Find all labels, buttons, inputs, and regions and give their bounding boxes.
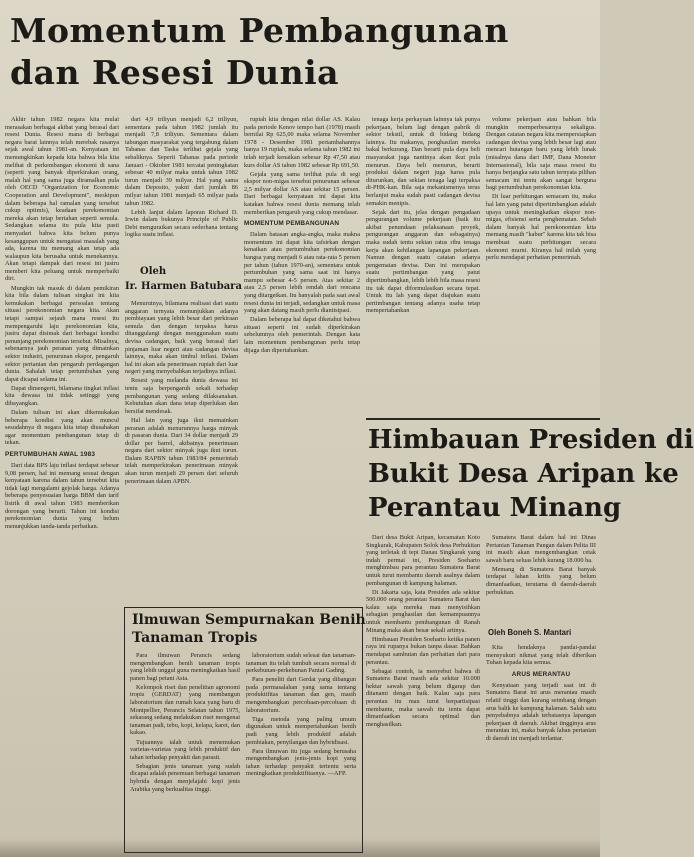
- presiden-author-name: Boneh S. Mantari: [507, 628, 572, 637]
- section-divider: [366, 418, 600, 420]
- presiden-headline-line-2: Bukit Desa Aripan ke: [368, 459, 679, 489]
- headline: [10, 10, 570, 94]
- subheading: PERTUMBUHAN AWAL 1983: [5, 451, 96, 459]
- paragraph: laboratorium sudah selesai dan tanaman-tanaman itu telah tumbuh secara normal di perkebunan-perkebunan Pantai Gading.: [246, 652, 356, 675]
- paragraph: dari 4,9 triliyun menjadi 6,2 triliyun, sementara pada tahun 1982 jumlah itu menjadi 7,8 triliyun. Sementara dalam tabungan masyarakat yang tergabung dalam Tabanas dan Taska terlihat gejala yang sebaliknya. Seperti Tabanas pada periode Januari - Oktober 1981 tercatat peningkatan sebesar 40 milyar maka untuk tahun 1982 turun menjadi 39 milyar. Hal yang sama dalam Deposito, yakni dari jumlah 86 milyar tahun 1981 menjadi 65 milyar pada tahun 1982.: [125, 116, 238, 207]
- main-column-2-bottom: [125, 300, 238, 602]
- paragraph: Dari data BPS laju inflasi terdapat sebesar 9,08 persen, hal ini memang sesuai dengan kenyataan karena dalam tahun tersebut kita tidak lagi mengalami gejolak harga. Adanya beberapa penyesuaian harga BBM dan tarif listrik di awal tahun 1983 memberikan dorongan yang berarti. Tahun ini kondisi perekonomian dunia yang belum menunjukkan tanda-tanda perbaikan.: [5, 462, 119, 530]
- paragraph: Para ilmuwan itu juga sedang berusaha mengembangkan jenis-jenis kopi yang tahan terhadap penyakit tertentu serta meningkatkan produktifitasnya. —AFP.: [246, 747, 356, 778]
- paragraph: Dari desa Bukit Aripan, kecamatan Koto Singkarak, Kabupaten Solok desa Perbukitan yang terletak di tepi Danau Singkarak yang indah permai ini, Presiden Soeharto menghimbau para perantau Sumatera Barat untuk turut membantu daerah asalnya dalam pembangunan di kampung halaman.: [366, 534, 480, 587]
- paragraph: Dalam tulisan ini akan dikemukakan beberapa kondisi yang akan muncul sesudahnya di negara kita tetap diusahakan agar momentum pembangunan tetap di tekan.: [5, 409, 119, 447]
- paragraph: Dalam beberapa hal dapat diketahui bahwa situasi seperti ini sudah diperkirakan sebelumnya oleh pemerintah. Dengan kata lain momentum pembangunan perlu tetap dijaga dan dipertahankan.: [244, 316, 360, 354]
- paragraph: Memang di Sumatera Barat banyak terdapat lahan kritis yang belum dimanfaatkan, terutama di daerah-daerah perbukitan.: [486, 565, 596, 596]
- paragraph: Para ilmuwan Perancis sedang mengembangkan benih tanaman tropis yang lebih unggul guna meningkatkan hasil panen bagi petani Asia.: [130, 652, 240, 682]
- author-oleh: Oleh: [140, 266, 167, 277]
- paragraph: Sejak dari itu, jelas dengan pengadaan pengurangan volume pekerjaan (baik itu akibat penundaan pelaksanaan proyek, pengurangan anggaran dan sebagainya) maka sudah tentu sekian ratus ribu tenaga kerja akan kehilangan lapangan pekerjaan. Namun dengan suatu catatan adanya pengematan devisa. Dan ini merupakan suatu pertimbangan yang patut dipertimbangkan, lebih lebih bila masa resesi itu tak dapat diformulasikan secara tepat. Untuk itu lah yang dapat diajukan suatu pertimbangan tentang adanya usaha tetap mempertahankan: [366, 208, 481, 315]
- subheading: ARUS MERANTAU: [511, 670, 571, 678]
- paragraph: Kelompok riset dan penelitian agronomi tropis (GERDAT) yang membangun laboratorium dan rumah kaca yang baru di Montpellier, Perancis Selatan tahun 1975, sekarang sedang melakukan riset mengenai tanaman padi, tebu, kopi, kelapa, karet, dan kakao.: [130, 683, 240, 737]
- presiden-author: [488, 628, 571, 637]
- paragraph: Tujuannya ialah untuk menemukan varietas-varietas yang lebih produktif dan tahan terhadap penyakit dan parasit.: [130, 738, 240, 761]
- tropis-headline-line-2: Tanaman Tropis: [132, 630, 258, 646]
- presiden-column-2-bottom: [486, 644, 596, 846]
- paragraph: Himbauan Presiden Soeharto ketika panen raya ini rupanya bukan tanpa dasar. Bahkan mendapat sambutan dan perhatian dari para perantau.: [366, 635, 480, 666]
- paragraph: Di Jakarta saja, kata Presiden ada sekitar 500.000 orang perantau Sumatera Barat dan kalau saja mereka mau menyisihkan sebagian penghasilan dan kemampuannya untuk membantu pembangunan di Ranah Minang maka akan besar sekali artinya.: [366, 588, 480, 634]
- main-column-3: [244, 116, 360, 602]
- paragraph: Lebih lanjut dalam laporan Richard D. Irwin dalam bukunya Principle of Public Debt menguraikan secara sederhana tentang logika suatu inflasi.: [125, 208, 238, 239]
- paragraph: Dapat dimengerti, bilamana tingkat inflasi kita dewasa ini tidak setinggi yang dibayangkan.: [5, 384, 119, 407]
- subheading: MOMENTUM PEMBANGUNAN: [244, 220, 340, 228]
- presiden-column-2-top: [486, 534, 596, 622]
- tropis-column-2: [246, 652, 356, 847]
- paragraph: Sebagian jenis tanaman yang sudah dicapai adalah penemuan berbagai tanaman hybrida dengan menjelajahi kopi jenis Arabika yang berkualitas tinggi.: [130, 762, 240, 793]
- paragraph: Kenyataan yang terjadi saat ini di Sumatera Barat ini arus merantau masih relatif tinggi dan kurang seimbang dengan arus balik ke kampung halaman. Salah satu penyebabnya adalah terbatasnya lapangan pekerjaan di daerah. Akibat tingginya arus merantau ini, maka banyak lahan pertanian di daerah ini menjadi terlantar.: [486, 681, 596, 742]
- main-column-1: [5, 116, 119, 846]
- paragraph: Hal lain yang juga ikut memainkan peranan adalah menurunnya harga minyak di pasaran dunia. Dari 34 dollar menjadi 29 dollar per barrel, akibatnya penerimaan negara dari sektor minyak juga ikut turun. Dalam RAPBN tahun 1983/84 pemerintah telah memperkirakan penerimaan minyak akan turun menjadi 29 persen dari seluruh penerimaan dalam APBN.: [125, 416, 238, 485]
- paragraph: Sumatera Barat dalam hal ini Dinas Pertanian Tanaman Pangan dalam Pelita III ini masih akan mengembangkan cetak sawah baru seluas lebih kurang 18.000 ha.: [486, 534, 596, 564]
- main-column-5: [486, 116, 596, 414]
- paragraph: tenaga kerja perkayuan lainnya tak punya pekerjaan, belum lagi dengan pabrik di sektor tekstil, untuk di bidang bidang lainnya. Itu makanya, penghasilan mereka bakal berkurang. Dan berarti pula daya beli masyarakat juga nantinya akan ikut pula menurun. Daya beli menurun, berarti produksi dalam negeri juga harus pula diturunkan, dan sekian tenaga lagi terpaksa di-PHK-kan. Bila saja mekanismenya terus berlanjut maka sudah pasti cadangan devisa semakin menipis.: [366, 116, 480, 207]
- main-column-2-top: [125, 116, 238, 266]
- paragraph: Menurutnya, bilamana realisasi dari suatu anggaran ternyata menunjukkan adanya pembiayaan yang lebih besar dari perkiraan semula dan dengan terpaksa harus ditanggulangi dengan menggunakan suatu devisa cadangan, baik yang berasal dari pinjaman luar negeri atau cadangan devisa lainnya, maka akan timbul inflasi. Dalam hal ini akan ada penerimaan rupiah dari luar negeri yang menyebabkan terjadinya inflasi.: [125, 300, 238, 376]
- headline-line-2: dan Resesi Dunia: [10, 53, 340, 92]
- paragraph: Di luar perhitungan semacam itu, maka hal lain yang patut dipertimbangkan adalah upaya untuk meningkatkan ekspor non-migas, efisiensi serta penghematan. Sebab dalam banyak hal perekonomian kita memang masih "kabur" karena kita tak bisa membuat suatu perhitungan secara ekonomi murni. Kiranya hal inilah yang perlu mendapat perhatian pemerintah.: [486, 193, 596, 262]
- headline-line-1: Momentum Pembangunan: [10, 11, 509, 50]
- presiden-headline-line-3: Perantau Minang: [368, 493, 622, 523]
- page-bottom-shadow: [0, 839, 600, 857]
- paragraph: Para peneliti dari Gerdat yang dibangun pada permasalahan yang sama tentang produktifitas tanaman dan gen, masih mengembangkan percobaan-percobaan di laboratorium.: [246, 676, 356, 714]
- paragraph: Gejala yang sama terlihat pula di segi ekspor non-migas tersebut penurunan sebesar 2,5 milyar dollar AS atau sekitar 15 persen. Dari berbagai kenyataan ini dapat kita katakan bahwa resesi dunia memang telah memberikan pengaruh yang cukup mendasar.: [244, 170, 360, 216]
- presiden-author-oleh: Oleh: [488, 628, 506, 637]
- paragraph: Sebagai contoh, ia menyebut bahwa di Sumatera Barat masih ada sekitar 10.000 hektar sawah yang belum digarap dan ditanami dengan baik. Kalau saja para perantau itu mau turut berpartisipasi membantu, maka sawah itu tentu dapat dimanfaatkan secara optimal dan menghasilkan.: [366, 667, 480, 728]
- paragraph: Dalam batasan angka-angka, maka makna momentum ini dapat kita tafsirkan dengan kenaikan atau pertumbuhan perekonomian bangsa yang menjadi 6 atau rata-rata 5 persen per tahun (tahun 1970-an), sementara untuk pertumbuhan yang sama saat ini hanya mampu sebesar 4-5 persen. Atas sekitar 2 atau 2,5 persen lebih rendah dari rencana yang ditargetkan. Itu hanyalah pada saat awal resesi dunia ini terjadi, sedangkan untuk masa yang akan datang masih perlu diantisipasi.: [244, 231, 360, 315]
- paragraph: Resesi yang melanda dunia dewasa ini tentu saja berpengaruh sekali terhadap pembangunan yang sedang dilaksanakan. Kebutuhan akan dana tetap diperlukan dan bersifat mendesak.: [125, 377, 238, 415]
- paragraph: Akhir tahun 1982 negara kita mulai merasakan berbagai akibat yang berasal dari resesi Dunia. Resesi mana di berbagai negara barat lainnya telah merebak rasanya sejak awal tahun 1981-an. Kenyataan ini memungkinkan kepada kita bahwa bila kita melihat di perkembangan ekonomi di sana (seperti yang banyak diperkirakan orang, malah hal yang sama juga diramalkan pula oleh OECD "Organization for Economic Cooperation and Development", meskipun dalam beberapa hal ramalan yang tersebut cukup optimis), keadaan perekonomian mereka akan tetap bertahan seperti semula. Sedangkan selama itu pula kita pasti menyadari bahwa kita belum punya kesanggupan untuk mengatasi masalah yang ada, karena itu memang akan tetap ada walaupun kita berusaha untuk menekannya. Akan tetapi dampak dari resesi ini justru memberi kita peluang untuk memperbaiki diri.: [5, 116, 119, 283]
- main-column-4: [366, 116, 480, 414]
- paragraph: Tiga metoda yang paling umum digunakan untuk mempertahankan benih padi yang lebih produktif adalah pembiakan, penyilangan dan hybridisasi.: [246, 715, 356, 746]
- paragraph: volume pekerjaan atau bahkan bila mungkin memperbesarnya sekaligus. Dengan catatan negara kita mempersiapkan cadangan devisa yang lebih besar lagi atau mencari hutangan baru yang lebih lunak (misalnya dana dari IMF, Dana Moneter Internasional), bila saja masa resesi itu hanya berjangka satu tahun ternyata pilihan semacam ini tentu akan sangat berguna bagi pertumbuhan perekonomian kita.: [486, 116, 596, 192]
- author-name: Ir. Harmen Batubara: [125, 281, 242, 292]
- paragraph: rupiah kita dengan nilai dollar AS. Kalau pada periode Kenov tempo hari (1978) masih bernilai Rp 625,00 maka selama November 1978 - Desember 1981 pertambahannya hanya 19 rupiah, maka selama tahun 1982 ini telah terjadi kenaikan sebesar Rp 47,50 atau kurs dollar AS tahun 1982 sebesar Rp 691,50.: [244, 116, 360, 169]
- paragraph: Kita hendaknya pandai-pandai mensyukuri nikmat yang telah diberikan Tuhan kepada kita semua.: [486, 644, 596, 667]
- tropis-column-1: [130, 652, 240, 847]
- presiden-headline-line-1: Himbauan Presiden di: [368, 425, 694, 455]
- paragraph: Mungkin tak masuk di dalam pemikiran kita bila dalam tulisan singkat ini kita kemukakan berbagai persoalan tentang situasi perekonomian negara kita. Akan tetapi sampai sejauh mana resesi itu mempengaruhi laju perekonomian kita, justru dapat disimak dari berbagai kondisi penunjang perekonomian tersebut. Misalnya, sebenarnya jauh peranan yang dimainkan sektor industri, penurunan ekspor, pengaruh sektor pertanian dan pengaruh perdagangan dunia. Sahalah tetap pertumbuhan yang dapat dicapai selama ini.: [5, 284, 119, 383]
- tropis-headline-line-1: Ilmuwan Sempurnakan Benih: [132, 612, 366, 628]
- presiden-column-1: [366, 534, 480, 846]
